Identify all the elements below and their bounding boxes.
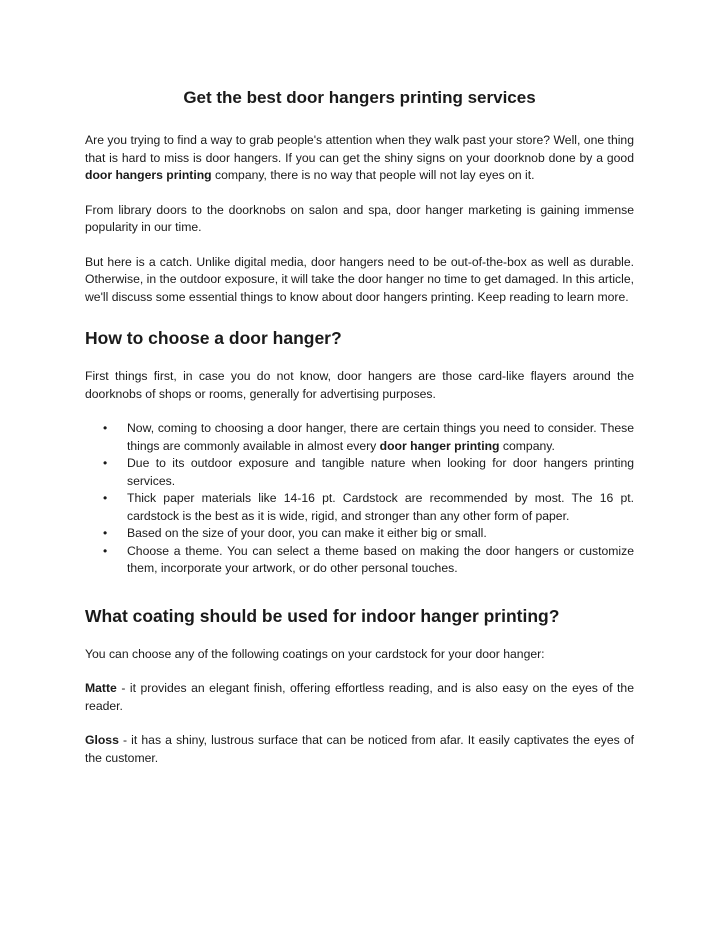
list-item: • Choose a theme. You can select a theme based on making the door hangers or customize them, incorporate your artwork, or do other personal touches.: [103, 543, 634, 575]
list-item: • Now, coming to choosing a door hanger, there are certain things you need to consider. These things are commonly available in almost every door hanger printing company.: [103, 421, 634, 453]
matte-label: Matte: [85, 681, 117, 695]
section1-paragraph: First things first, in case you do not know, door hangers are those card-like flayers around the doorknobs of shops or rooms, generally for advertising purposes.: [85, 369, 634, 401]
bullet-icon: •: [103, 421, 108, 435]
intro-paragraph-3: But here is a catch. Unlike digital media, door hangers need to be out-of-the-box as well as durable. Otherwise, in the outdoor exposure, it will take the door hanger no time to get damaged. In this article, we'll discuss some essential things to know about door hangers printing. Keep reading to learn more.: [85, 254, 634, 304]
list-item: • Thick paper materials like 14-16 pt. Cardstock are recommended by most. The 16 pt. cardstock is the best as it is wide, rigid, and stronger than any other form of paper.: [103, 491, 634, 523]
section2-paragraph: You can choose any of the following coatings on your cardstock for your door hanger:: [85, 646, 545, 661]
bullet-icon: •: [103, 526, 108, 540]
intro-p1-after: company, there is no way that people will not lay eyes on it.: [211, 168, 535, 182]
choose-list: [85, 420, 634, 578]
gloss-paragraph: Gloss - it has a shiny, lustrous surface that can be noticed from afar. It easily captivates the eyes of the customer.: [85, 733, 634, 765]
gloss-label: Gloss: [85, 733, 119, 747]
section1-heading: How to choose a door hanger?: [85, 328, 342, 348]
document-body: [85, 86, 634, 767]
intro-p1-before: Are you trying to find a way to grab people's attention when they walk past your store? Well, one thing that is hard to miss is door hangers. If you can get the shiny signs on your doorknob done by a good: [85, 133, 634, 165]
section2-heading: What coating should be used for indoor hanger printing?: [85, 605, 560, 626]
matte-paragraph: Matte - it provides an elegant finish, offering effortless reading, and is also easy on the eyes of the reader.: [85, 681, 634, 713]
intro-paragraph-2: From library doors to the doorknobs on salon and spa, door hanger marketing is gaining immense popularity in our time.: [85, 202, 634, 234]
list-item: • Due to its outdoor exposure and tangible nature when looking for door hangers printing services.: [103, 456, 634, 488]
bullet-icon: •: [103, 543, 108, 558]
bullet-icon: •: [103, 491, 108, 505]
list-item: • Based on the size of your door, you can make it either big or small.: [85, 525, 634, 543]
intro-paragraph-1: [85, 132, 634, 185]
bullet-icon: •: [103, 456, 108, 470]
intro-p1-bold: door hangers printing: [85, 168, 212, 182]
page-title: Get the best door hangers printing services: [183, 88, 536, 107]
